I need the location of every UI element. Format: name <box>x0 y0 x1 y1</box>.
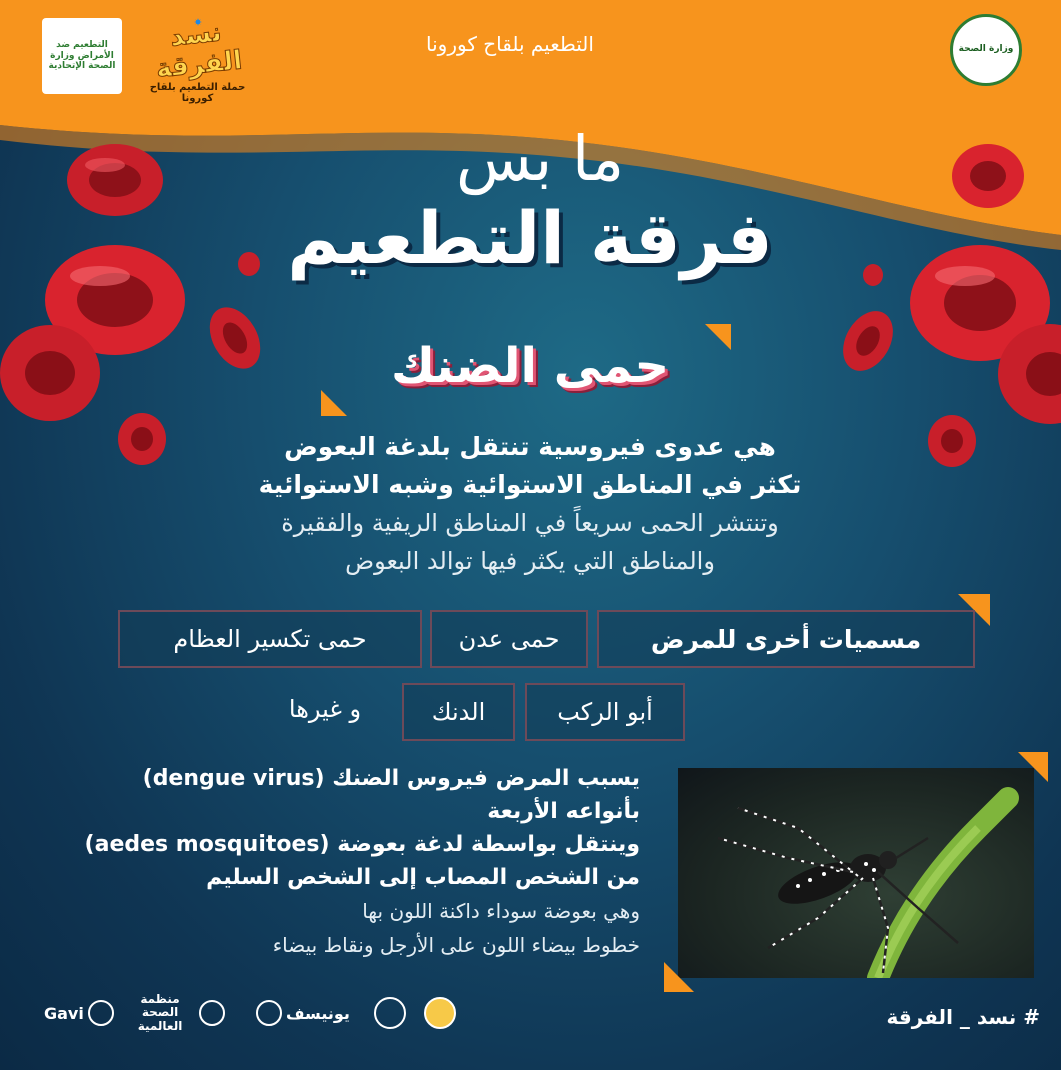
campaign-logo-sub: حملة التطعيم بلقاح كورونا <box>149 82 246 104</box>
intro-line: وتنتشر الحمى سريعاً في المناطق الريفية والفقيرة <box>281 509 779 537</box>
gavi-icon <box>88 1000 114 1026</box>
blood-cell-icon <box>838 305 898 377</box>
ministry-emblem <box>950 14 1022 86</box>
other-names-heading: مسميات أخرى للمرض <box>597 610 975 668</box>
mother-child-icon <box>374 997 406 1029</box>
cause-line: يسبب المرض فيروس الضنك (dengue virus) <box>142 766 640 791</box>
mosquito-illustration <box>678 768 1034 978</box>
campaign-hashtag: # نسد _ الفرقة <box>886 1005 1040 1029</box>
cause-line: من الشخص المصاب إلى الشخص السليم <box>206 865 640 890</box>
unicef-label: يونيسف <box>286 1003 350 1023</box>
mosquito-photo <box>678 768 1034 978</box>
campaign-logo <box>140 18 255 104</box>
other-name-pill: حمى تكسير العظام <box>118 610 422 668</box>
cause-line: وينتقل بواسطة لدغة بعوضة (aedes mosquitoes) <box>84 832 640 857</box>
cause-line: خطوط بيضاء اللون على الأرجل ونقاط بيضاء <box>272 933 640 957</box>
cause-line: وهي بعوضة سوداء داكنة اللون بها <box>362 899 640 923</box>
intro-text <box>160 428 900 580</box>
header-title: التطعيم بلقاح كورونا <box>426 32 594 56</box>
blood-cell-icon <box>0 318 105 428</box>
immunization-logo <box>420 995 460 1031</box>
gavi-logo <box>44 995 118 1031</box>
blood-cell-icon <box>948 140 1028 212</box>
unicef-emblem-icon <box>256 1000 282 1026</box>
unicef-logo <box>252 995 350 1031</box>
other-name-pill: الدنك <box>402 683 515 741</box>
immunization-emblem-icon <box>424 997 456 1029</box>
other-name-pill: أبو الركب <box>525 683 685 741</box>
blood-cell-icon <box>205 302 265 374</box>
headline-line1: ما بس <box>455 122 625 195</box>
campaign-logo-name: نسد الفرقة <box>154 17 244 85</box>
who-label: منظمة الصحة العالمية <box>137 992 183 1033</box>
cause-line: بأنواعه الأربعة <box>487 799 640 824</box>
disease-title: حمى الضنك <box>390 338 670 394</box>
other-name-pill: حمى عدن <box>430 610 588 668</box>
ministry-logo-text: التطعيم ضد الأمراض وزارة الصحة الإتحادية <box>48 40 116 72</box>
disease-title-box <box>335 330 725 410</box>
blood-cell-icon <box>60 135 170 225</box>
blood-cell-icon <box>995 322 1061 427</box>
ministry-logo <box>42 18 122 94</box>
blood-cell-icon <box>925 412 980 470</box>
cause-text <box>30 762 640 962</box>
gavi-label: Gavi <box>44 1003 84 1023</box>
headline-line2: فرقة التطعيم <box>287 196 773 280</box>
corner-accent-icon <box>1018 752 1048 782</box>
emblem-text: وزارة الصحة <box>958 44 1014 55</box>
who-logo <box>125 992 229 1033</box>
intro-line: هي عدوى فيروسية تنتقل بلدغة البعوض <box>284 432 776 461</box>
who-emblem-icon <box>199 1000 225 1026</box>
intro-line: والمناطق التي يكثر فيها توالد البعوض <box>345 547 715 575</box>
corner-accent-icon <box>664 962 694 992</box>
mother-child-logo <box>370 995 410 1031</box>
others-text: و غيرها <box>288 695 362 723</box>
intro-line: تكثر في المناطق الاستوائية وشبه الاستوائية <box>258 470 802 499</box>
